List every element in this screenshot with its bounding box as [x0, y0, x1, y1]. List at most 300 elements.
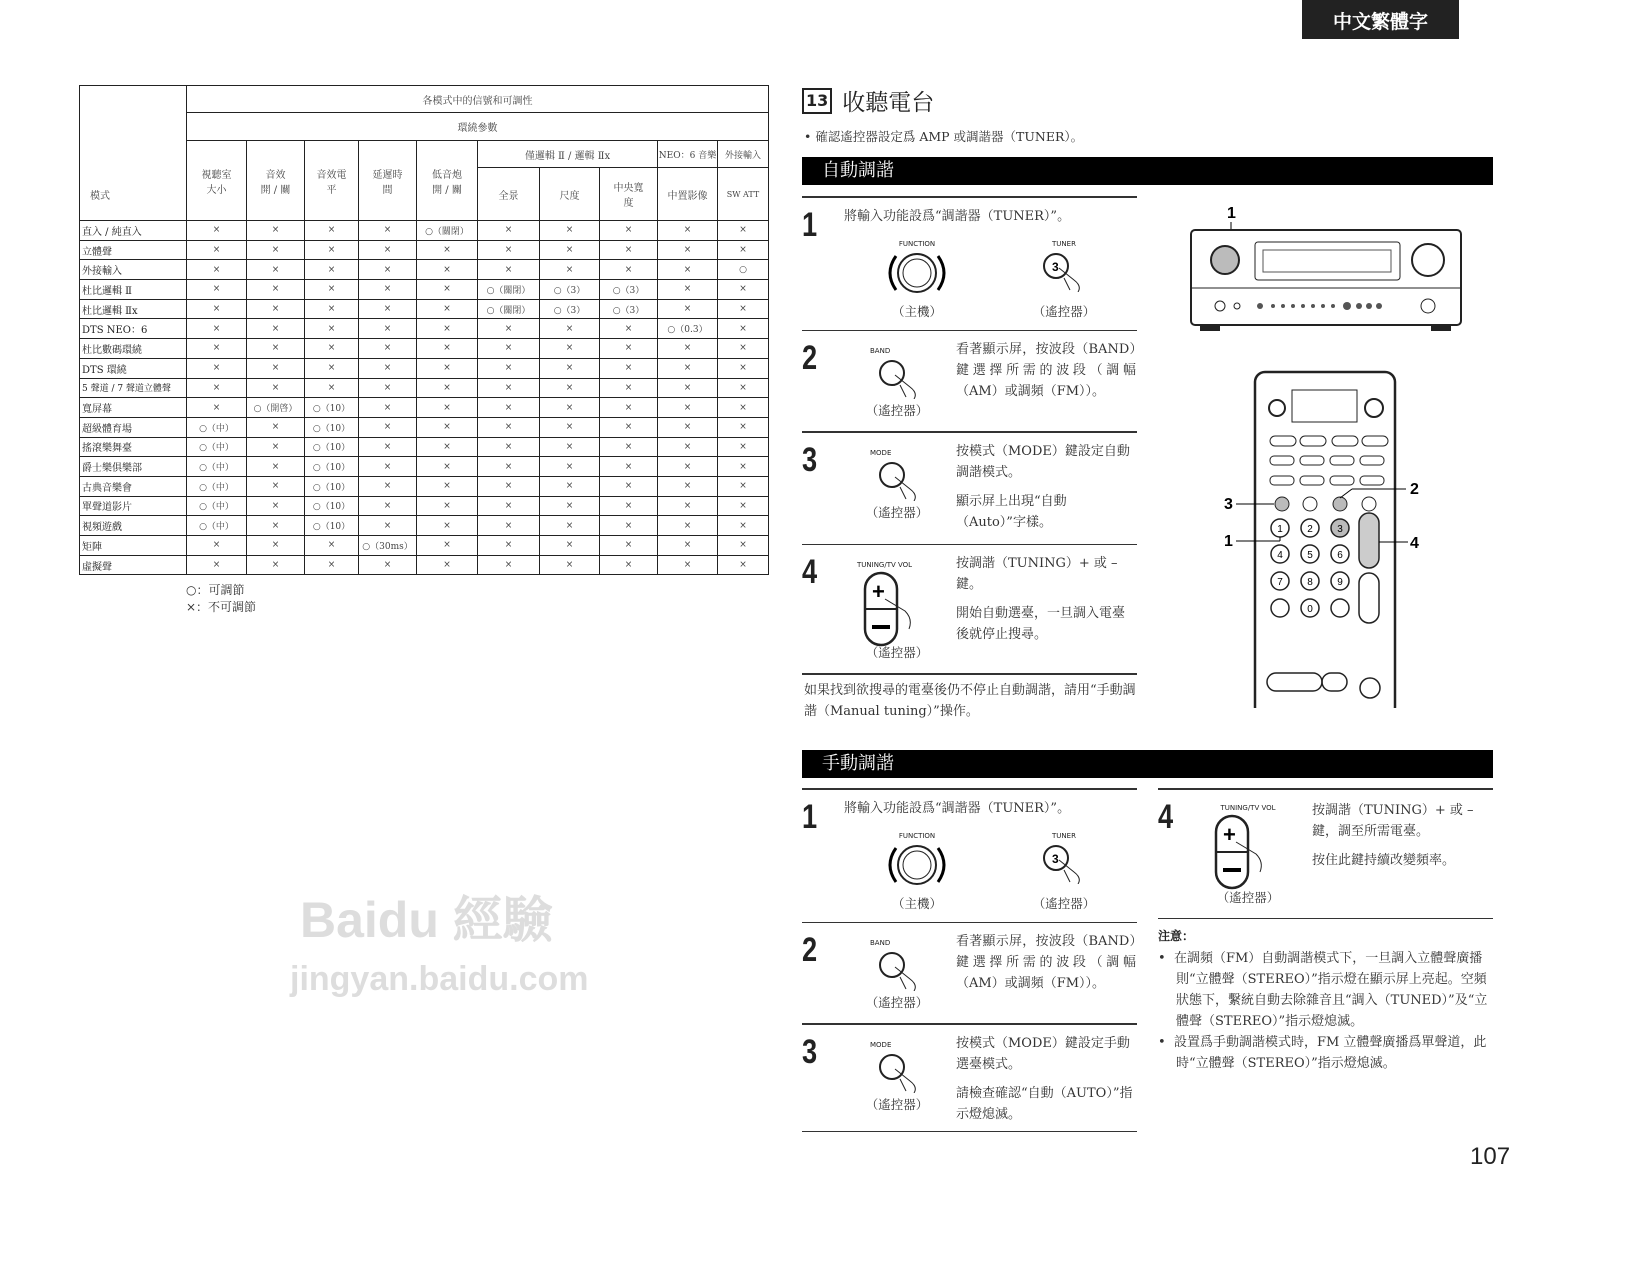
svg-text:5: 5 — [1307, 550, 1313, 561]
value-cell: × — [417, 457, 478, 477]
value-cell: × — [600, 358, 658, 378]
table-row — [80, 516, 769, 536]
step-4 — [802, 545, 1137, 673]
band-button-icon: BAND — [870, 347, 930, 403]
value-cell: × — [305, 299, 359, 319]
value-cell: × — [359, 358, 417, 378]
mode-cell: 爵士樂俱樂部 — [80, 457, 187, 477]
value-cell: × — [600, 457, 658, 477]
value-cell: × — [718, 339, 769, 359]
note-item: • 設置爲手動調諧模式時，FM 立體聲廣播爲單聲道，此時“立體聲（STEREO）”指示燈熄滅。 — [1158, 1035, 1487, 1071]
value-cell: × — [417, 536, 478, 556]
mode-cell: 超級體育場 — [80, 417, 187, 437]
caption: （遙控器） — [865, 403, 929, 418]
value-cell: × — [187, 339, 247, 359]
svg-text:3: 3 — [1337, 524, 1343, 535]
auto-tuning-bar: 自動調諧 — [802, 157, 1493, 185]
caption: （遙控器） — [865, 504, 929, 520]
table-row — [80, 476, 769, 496]
section-title: 收聽電台 — [842, 90, 935, 116]
mode-cell: 杜比邏輯 Ⅱ — [80, 280, 187, 300]
step-2 — [802, 331, 1137, 431]
value-cell: × — [478, 398, 540, 418]
value-cell: × — [417, 555, 478, 575]
value-cell: × — [359, 417, 417, 437]
value-cell: × — [305, 319, 359, 339]
note-title: 注意： — [1158, 929, 1195, 943]
value-cell: × — [478, 437, 540, 457]
value-cell: × — [359, 378, 417, 398]
value-cell: × — [658, 240, 718, 260]
value-cell: × — [417, 398, 478, 418]
mode-cell: 視頻遊戲 — [80, 516, 187, 536]
mode-cell: 搖滾樂舞臺 — [80, 437, 187, 457]
value-cell: × — [600, 260, 658, 280]
mode-cell: 立體聲 — [80, 240, 187, 260]
legend-not-adjustable: ×：不可調節 — [186, 600, 257, 614]
value-cell: × — [718, 516, 769, 536]
value-cell: ○（10） — [305, 417, 359, 437]
value-cell: × — [478, 496, 540, 516]
step-text: 按調諧（TUNING）+ 或 – 鍵。 — [956, 556, 1118, 592]
auto-footer: 如果找到欲搜尋的電臺後仍不停止自動調諧，請用“手動調諧（Manual tuning）”操作。 — [804, 683, 1136, 719]
svg-text:0: 0 — [1307, 604, 1313, 615]
value-cell: ○（10） — [305, 437, 359, 457]
section-note: • 確認遙控器設定爲 AMP 或調諧器（TUNER）。 — [804, 129, 1084, 144]
column-header: 中置影像 — [658, 168, 718, 221]
step-1 — [802, 198, 1137, 330]
auto-steps — [802, 196, 1137, 675]
value-cell: × — [540, 398, 600, 418]
value-cell: × — [478, 476, 540, 496]
value-cell: × — [247, 358, 305, 378]
value-cell: × — [478, 457, 540, 477]
value-cell: × — [247, 240, 305, 260]
value-cell: × — [658, 299, 718, 319]
column-header: 尺度 — [540, 168, 600, 221]
value-cell: × — [478, 555, 540, 575]
value-cell: × — [658, 516, 718, 536]
svg-text:4: 4 — [1277, 550, 1283, 561]
value-cell: × — [540, 319, 600, 339]
value-cell: ○（關閉） — [478, 299, 540, 319]
callout-4: 4 — [1410, 535, 1419, 552]
legend-adjustable: ○：可調節 — [186, 583, 245, 597]
value-cell: × — [359, 457, 417, 477]
value-cell: × — [359, 437, 417, 457]
step-text: 看著顯示屏，按波段（BAND）鍵選擇所需的波段（調幅（AM）或調頻（FM））。 — [956, 934, 1136, 991]
value-cell: × — [247, 319, 305, 339]
table-row — [80, 358, 769, 378]
value-cell: × — [540, 339, 600, 359]
caption: （遙控器） — [865, 995, 929, 1010]
value-cell: × — [417, 437, 478, 457]
value-cell: × — [417, 516, 478, 536]
value-cell: × — [187, 221, 247, 241]
svg-text:9: 9 — [1337, 577, 1343, 588]
tuning-button-icon: TUNING/TV VOL + — [1208, 804, 1288, 896]
value-cell: × — [305, 339, 359, 359]
caption: （遙控器） — [865, 645, 929, 660]
value-cell: × — [478, 358, 540, 378]
value-cell: × — [359, 496, 417, 516]
table-row — [80, 260, 769, 280]
value-cell: × — [600, 555, 658, 575]
step-text-group — [956, 553, 1136, 645]
remote-control-illustration — [1222, 368, 1432, 708]
mode-cell: 杜比邏輯 Ⅱx — [80, 299, 187, 319]
value-cell: × — [478, 516, 540, 536]
value-cell: × — [187, 280, 247, 300]
value-cell: × — [718, 378, 769, 398]
group-ext: 外接輸入 — [718, 141, 769, 168]
value-cell: × — [600, 437, 658, 457]
value-cell: × — [540, 516, 600, 536]
step-number: 1 — [802, 205, 818, 244]
mode-button-icon: MODE — [870, 449, 930, 505]
page-number: 107 — [1470, 1143, 1511, 1170]
value-cell: × — [540, 358, 600, 378]
svg-text:+: + — [872, 579, 885, 604]
value-cell: ○（10） — [305, 457, 359, 477]
value-cell: ○（開啓） — [247, 398, 305, 418]
callout-1: 1 — [1227, 205, 1236, 222]
step-text: 看著顯示屏，按波段（BAND）鍵選擇所需的波段（調幅（AM）或調頻（FM））。 — [956, 342, 1136, 399]
value-cell: ○（30ms） — [359, 536, 417, 556]
value-cell: × — [247, 476, 305, 496]
mode-cell: 直入 / 純直入 — [80, 221, 187, 241]
step-text: 按調諧（TUNING）+ 或 – 鍵，調至所需電臺。 — [1312, 802, 1474, 839]
callout-1b: 1 — [1224, 533, 1233, 550]
value-cell: × — [417, 280, 478, 300]
step-3 — [802, 433, 1137, 544]
table-row — [80, 280, 769, 300]
step-2 — [802, 923, 1137, 1023]
value-cell: × — [718, 555, 769, 575]
band-button-icon: BAND — [870, 939, 930, 995]
step-number: 4 — [802, 553, 818, 591]
value-cell: × — [658, 457, 718, 477]
step-number: 3 — [802, 440, 818, 479]
value-cell: × — [658, 280, 718, 300]
value-cell: × — [187, 378, 247, 398]
value-cell: ○（關閉） — [417, 221, 478, 241]
caption: （主機） — [891, 303, 942, 319]
value-cell: × — [417, 476, 478, 496]
value-cell: × — [305, 240, 359, 260]
mode-cell: 寬屏幕 — [80, 398, 187, 418]
value-cell: × — [658, 417, 718, 437]
value-cell: × — [359, 476, 417, 496]
value-cell: × — [417, 240, 478, 260]
value-cell: × — [478, 260, 540, 280]
value-cell: × — [478, 240, 540, 260]
table-row — [80, 240, 769, 260]
value-cell: × — [600, 378, 658, 398]
column-header: SW ATT — [718, 168, 769, 221]
value-cell: × — [658, 221, 718, 241]
value-cell: × — [718, 299, 769, 319]
value-cell: × — [305, 555, 359, 575]
value-cell: × — [305, 260, 359, 280]
svg-text:8: 8 — [1307, 577, 1313, 588]
value-cell: × — [718, 417, 769, 437]
value-cell: × — [247, 555, 305, 575]
value-cell: × — [718, 358, 769, 378]
value-cell: × — [540, 260, 600, 280]
value-cell: × — [540, 457, 600, 477]
column-header: 音效 開 / 關 — [247, 141, 305, 221]
svg-text:6: 6 — [1337, 550, 1343, 561]
value-cell: × — [359, 398, 417, 418]
caption: （主機） — [891, 895, 942, 911]
mode-cell: 5 聲道 / 7 聲道立體聲 — [80, 378, 187, 398]
column-header: 中央寬 度 — [600, 168, 658, 221]
table-row — [80, 457, 769, 477]
value-cell: × — [718, 398, 769, 418]
value-cell: × — [718, 221, 769, 241]
value-cell: × — [247, 536, 305, 556]
step-text-group — [956, 1033, 1136, 1125]
value-cell: × — [600, 516, 658, 536]
value-cell: ○（中） — [187, 437, 247, 457]
table-row — [80, 339, 769, 359]
value-cell: × — [187, 240, 247, 260]
value-cell: × — [658, 339, 718, 359]
value-cell: × — [359, 516, 417, 536]
value-cell: × — [305, 536, 359, 556]
value-cell: × — [478, 221, 540, 241]
value-cell: ○（10） — [305, 496, 359, 516]
table-row — [80, 437, 769, 457]
value-cell: × — [540, 417, 600, 437]
divider — [802, 1131, 1137, 1133]
divider — [802, 673, 1137, 675]
value-cell: ○（關閉） — [478, 280, 540, 300]
step-text: 按住此鍵持續改變頻率。 — [1312, 852, 1456, 868]
value-cell: × — [658, 398, 718, 418]
value-cell: × — [658, 536, 718, 556]
svg-text:2: 2 — [1307, 524, 1313, 535]
value-cell: × — [247, 221, 305, 241]
value-cell: × — [187, 536, 247, 556]
value-cell: × — [540, 240, 600, 260]
manual-step-4 — [1158, 788, 1493, 1074]
value-cell: × — [247, 260, 305, 280]
value-cell: ○（10） — [305, 516, 359, 536]
value-cell: × — [247, 516, 305, 536]
caption: （遙控器） — [1032, 303, 1096, 319]
mode-cell: 虛擬聲 — [80, 555, 187, 575]
table-row — [80, 378, 769, 398]
svg-text:3: 3 — [1052, 851, 1059, 866]
group-neo: NEO：6 音樂 — [658, 141, 718, 168]
mode-adjustability-table — [79, 85, 769, 575]
mode-cell: 外接輸入 — [80, 260, 187, 280]
value-cell: × — [718, 476, 769, 496]
step-text: 顯示屏上出現“自動（Auto）”字樣。 — [956, 493, 1067, 530]
step-text: 請檢查確認“自動（AUTO）”指示燈熄滅。 — [956, 1085, 1133, 1122]
value-cell: × — [187, 260, 247, 280]
mode-header: 模式 — [80, 86, 187, 221]
value-cell: × — [417, 319, 478, 339]
step-number: 2 — [802, 931, 818, 969]
value-cell: × — [600, 536, 658, 556]
section-heading — [802, 84, 934, 117]
value-cell: × — [417, 417, 478, 437]
value-cell: × — [478, 378, 540, 398]
table-row — [80, 555, 769, 575]
value-cell: × — [600, 339, 658, 359]
value-cell: × — [359, 260, 417, 280]
tuning-button-icon: TUNING/TV VOL + — [857, 561, 937, 653]
value-cell: × — [478, 536, 540, 556]
value-cell: × — [540, 555, 600, 575]
value-cell: ○（中） — [187, 476, 247, 496]
column-header: 音效電 平 — [305, 141, 359, 221]
value-cell: ○（3） — [540, 299, 600, 319]
value-cell: × — [187, 358, 247, 378]
value-cell: × — [187, 398, 247, 418]
value-cell: × — [359, 319, 417, 339]
callout-3: 3 — [1224, 496, 1233, 513]
value-cell: ○（0.3） — [658, 319, 718, 339]
caption: （遙控器） — [1216, 889, 1280, 905]
value-cell: × — [247, 496, 305, 516]
mode-cell: 單聲道影片 — [80, 496, 187, 516]
step-text: 開始自動選臺，一旦調入電臺後就停止搜尋。 — [956, 606, 1126, 642]
value-cell: × — [359, 339, 417, 359]
value-cell: ○（3） — [600, 299, 658, 319]
value-cell: × — [417, 496, 478, 516]
value-cell: × — [600, 319, 658, 339]
value-cell: × — [658, 555, 718, 575]
value-cell: × — [305, 358, 359, 378]
value-cell: × — [600, 221, 658, 241]
value-cell: ○（中） — [187, 516, 247, 536]
table-row — [80, 496, 769, 516]
svg-text:7: 7 — [1277, 577, 1283, 588]
tuner-button-icon: TUNER 3 — [1034, 240, 1094, 296]
caption: （遙控器） — [865, 1096, 929, 1112]
value-cell: × — [305, 280, 359, 300]
step-number: 2 — [802, 339, 818, 377]
svg-text:1: 1 — [1277, 524, 1283, 535]
value-cell: × — [540, 496, 600, 516]
watermark-url: jingyan.baidu.com — [290, 960, 589, 998]
table-row — [80, 319, 769, 339]
step-number: 3 — [802, 1032, 818, 1071]
value-cell: × — [247, 437, 305, 457]
value-cell: ○（中） — [187, 417, 247, 437]
svg-text:3: 3 — [1052, 259, 1059, 274]
value-cell: × — [417, 358, 478, 378]
table-row — [80, 536, 769, 556]
value-cell: × — [305, 221, 359, 241]
value-cell: × — [600, 398, 658, 418]
value-cell: × — [540, 221, 600, 241]
function-knob-icon: FUNCTION — [882, 832, 952, 894]
value-cell: × — [718, 280, 769, 300]
mode-cell: DTS 環繞 — [80, 358, 187, 378]
value-cell: × — [540, 476, 600, 496]
mode-cell: 矩陣 — [80, 536, 187, 556]
value-cell: × — [247, 378, 305, 398]
value-cell: × — [359, 240, 417, 260]
mode-cell: 杜比數碼環繞 — [80, 339, 187, 359]
value-cell: × — [247, 457, 305, 477]
step-text-group — [956, 441, 1136, 533]
table-row — [80, 221, 769, 241]
caption: （遙控器） — [1032, 895, 1096, 911]
value-cell: × — [600, 240, 658, 260]
table-title: 各模式中的信號和可調性 — [187, 86, 769, 113]
step-3 — [802, 1025, 1137, 1131]
value-cell: × — [718, 496, 769, 516]
value-cell: ○（10） — [305, 398, 359, 418]
manual-steps — [802, 788, 1137, 1132]
value-cell: ○（中） — [187, 496, 247, 516]
value-cell: × — [718, 457, 769, 477]
value-cell: × — [417, 339, 478, 359]
value-cell: × — [658, 437, 718, 457]
value-cell: × — [718, 437, 769, 457]
value-cell: × — [417, 378, 478, 398]
receiver-front-illustration — [1185, 200, 1470, 340]
value-cell: ○（3） — [600, 280, 658, 300]
value-cell: × — [247, 280, 305, 300]
value-cell: × — [718, 240, 769, 260]
value-cell: × — [658, 378, 718, 398]
function-knob-icon: FUNCTION — [882, 240, 952, 302]
value-cell: × — [417, 260, 478, 280]
value-cell: ○（3） — [540, 280, 600, 300]
column-header: 全景 — [478, 168, 540, 221]
value-cell: ○（中） — [187, 457, 247, 477]
group-dolby: 僅邏輯 Ⅱ / 邏輯 Ⅱx — [478, 141, 658, 168]
value-cell: × — [359, 555, 417, 575]
svg-text:+: + — [1223, 821, 1236, 847]
value-cell: × — [478, 339, 540, 359]
value-cell: × — [718, 536, 769, 556]
value-cell: × — [478, 319, 540, 339]
value-cell: × — [658, 476, 718, 496]
value-cell: × — [247, 417, 305, 437]
mode-cell: 古典音樂會 — [80, 476, 187, 496]
value-cell: ○（10） — [305, 476, 359, 496]
column-header: 低音炮 開 / 關 — [417, 141, 478, 221]
mode-button-icon: MODE — [870, 1041, 930, 1097]
value-cell: × — [359, 280, 417, 300]
value-cell: × — [600, 417, 658, 437]
watermark-logo: Baidu 經驗 — [300, 892, 553, 948]
value-cell: × — [600, 496, 658, 516]
table-row — [80, 398, 769, 418]
column-header: 延遲時 間 — [359, 141, 417, 221]
step-number: 4 — [1158, 797, 1174, 836]
manual-tuning-bar: 手動調諧 — [802, 750, 1493, 778]
tuner-button-icon: TUNER 3 — [1034, 832, 1094, 888]
value-cell: × — [305, 378, 359, 398]
callout-2: 2 — [1410, 481, 1419, 498]
value-cell: × — [187, 555, 247, 575]
table-row — [80, 299, 769, 319]
value-cell: × — [359, 221, 417, 241]
value-cell: × — [540, 437, 600, 457]
mode-cell: DTS NEO：6 — [80, 319, 187, 339]
step-text: 按模式（MODE）鍵設定手動選臺模式。 — [956, 1035, 1130, 1072]
value-cell: × — [718, 319, 769, 339]
